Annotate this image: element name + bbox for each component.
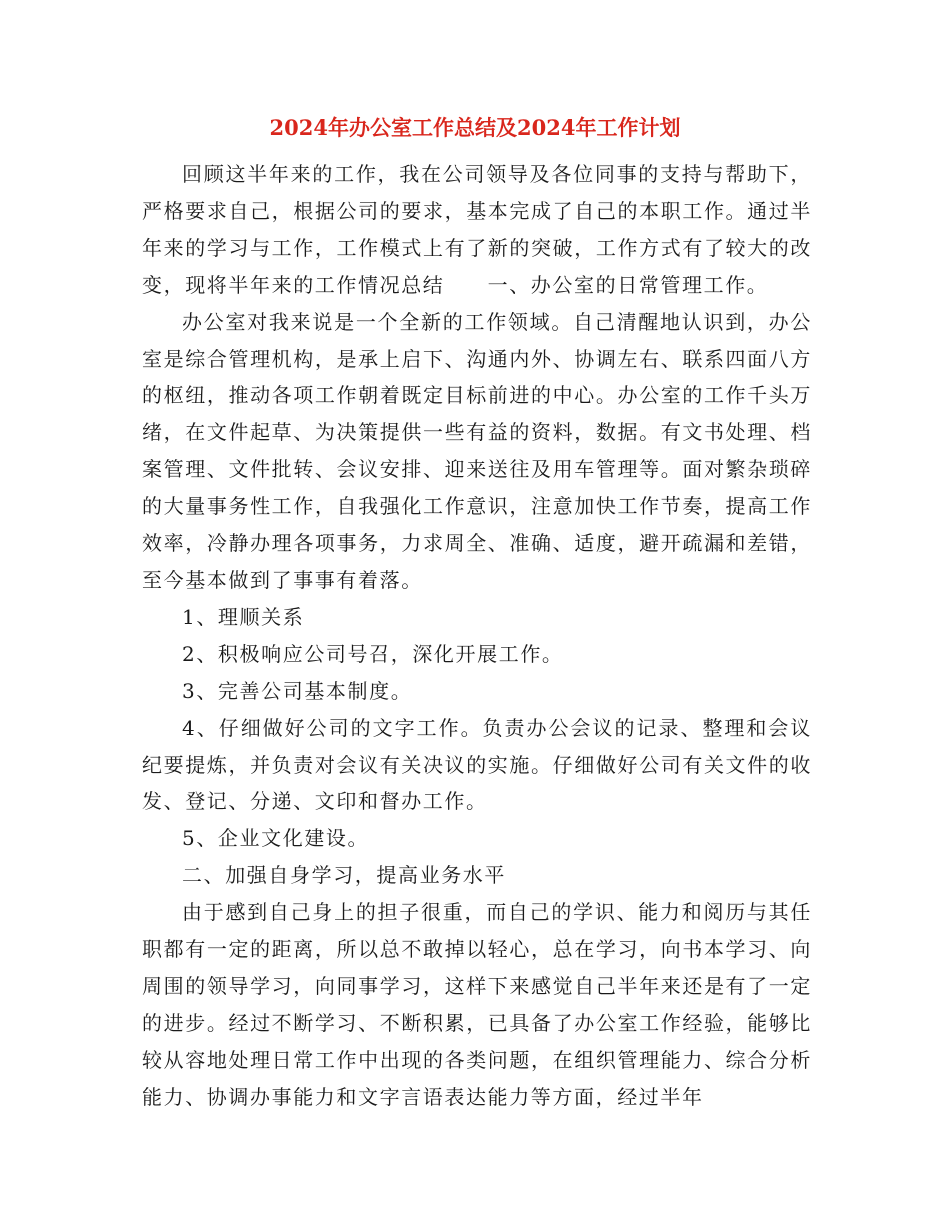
list-item-5: 5、企业文化建设。: [182, 826, 370, 851]
list-item-3: 3、完善公司基本制度。: [182, 678, 413, 703]
document-title: 2024年办公室工作总结及2024年工作计划: [269, 115, 681, 140]
paragraph-intro: 回顾这半年来的工作，我在公司领导及各位同事的支持与帮助下，严格要求自己，根据公司的要求，基本完成了自己的本职工作。通过半年来的学习与工作，工作模式上有了新的突破，工作方式有了较大的改变，现将半年来的工作情况总结 一、办公室的日常管理工作。: [142, 162, 812, 297]
list-item-1: 1、理顺关系: [182, 604, 305, 629]
section-heading-2: 二、加强自身学习，提高业务水平: [182, 863, 506, 888]
paragraph-office-role: 办公室对我来说是一个全新的工作领域。自己清醒地认识到，办公室是综合管理机构，是承上启下、沟通内外、协调左右、联系四面八方的枢纽，推动各项工作朝着既定目标前进的中心。办公室的工作千头万绪，在文件起草、为决策提供一些有益的资料，数据。有文书处理、档案管理、文件批转、会议安排、迎来送往及用车管理等。面对繁杂琐碎的大量事务性工作，自我强化工作意识，注意加快工作节奏，提高工作效率，冷静办理各项事务，力求周全、准确、适度，避开疏漏和差错，至今基本做到了事事有着落。: [142, 309, 812, 592]
paragraph-learning: 由于感到自己身上的担子很重，而自己的学识、能力和阅历与其任职都有一定的距离，所以总不敢掉以轻心，总在学习，向书本学习、向周围的领导学习，向同事学习，这样下来感觉自己半年来还是有了一定的进步。经过不断学习、不断积累，已具备了办公室工作经验，能够比较从容地处理日常工作中出现的各类问题，在组织管理能力、综合分析能力、协调办事能力和文字言语表达能力等方面，经过半年: [142, 900, 812, 1109]
list-item-2: 2、积极响应公司号召，深化开展工作。: [182, 641, 564, 666]
document-body: [142, 156, 812, 1116]
list-item-4: 4、仔细做好公司的文字工作。负责办公会议的记录、整理和会议纪要提炼，并负责对会议有关决议的实施。仔细做好公司有关文件的收发、登记、分递、文印和督办工作。: [142, 715, 812, 814]
